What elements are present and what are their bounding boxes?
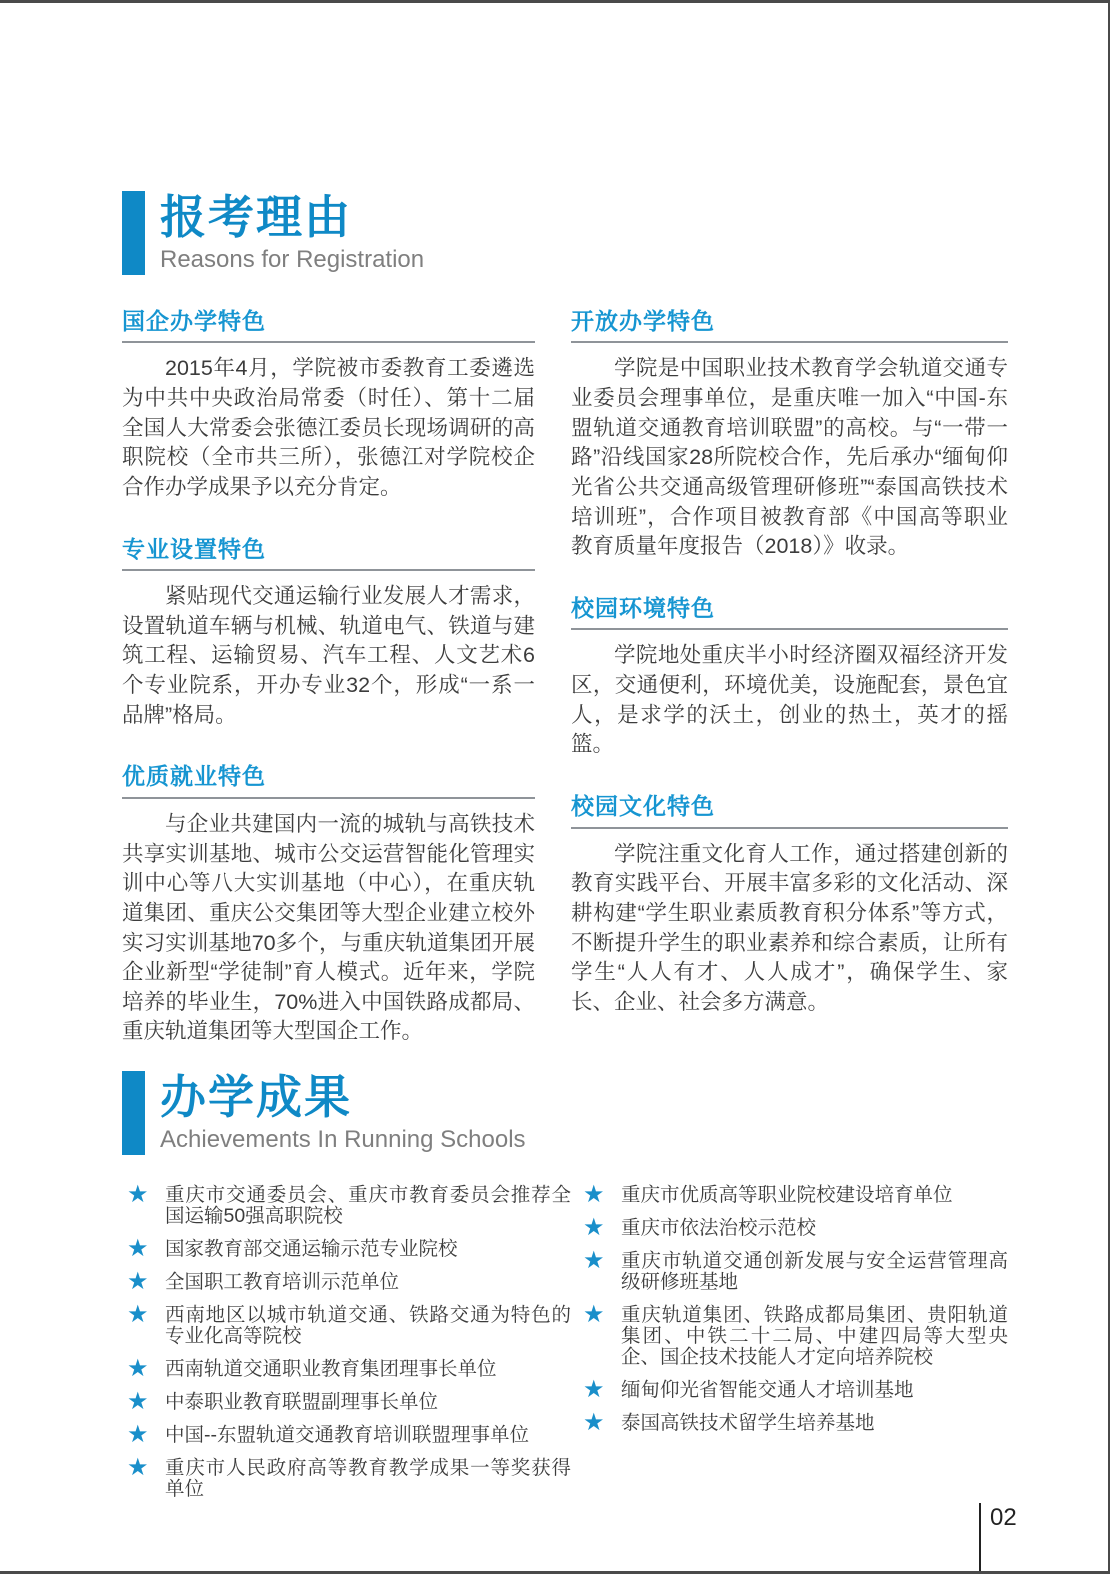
feature-heading: 专业设置特色	[122, 535, 266, 562]
features-column-right	[571, 308, 1008, 1047]
feature-heading: 国企办学特色	[122, 308, 266, 334]
section-title-block-achievements	[122, 1071, 1008, 1155]
star-icon: ★	[583, 1376, 605, 1404]
star-icon: ★	[583, 1409, 605, 1437]
feature-body: 学院是中国职业技术教育学会轨道交通专业委员会理事单位，是重庆唯一加入“中国-东盟轨道交通教育培训联盟”的高校。与“一带一路”沿线国家28所院校合作，先后承办“缅甸仰光省公共交通高级管理研修班”“泰国高铁技术培训班”，合作项目被教育部《中国高等职业教育质量年度报告（2018）》收录。	[571, 356, 1008, 559]
feature-heading: 优质就业特色	[122, 763, 266, 790]
feature-section-majors	[122, 536, 535, 731]
section-title-block-registration	[122, 191, 1008, 275]
feature-section-campus-environment	[571, 595, 1008, 760]
feature-section-state-enterprise	[122, 308, 535, 503]
feature-heading: 校园文化特色	[571, 793, 715, 820]
features-column-left	[122, 308, 535, 1047]
list-item	[127, 1388, 571, 1416]
achievement-text: 重庆市轨道交通创新发展与安全运营管理高级研修班基地	[621, 1250, 1008, 1294]
star-icon: ★	[127, 1454, 149, 1482]
achievement-text: 重庆市依法治校示范校	[621, 1217, 817, 1240]
heading-underline	[571, 628, 1008, 630]
heading-underline	[122, 797, 535, 799]
feature-heading: 校园环境特色	[571, 595, 715, 622]
star-icon: ★	[127, 1421, 149, 1449]
star-icon: ★	[127, 1235, 149, 1263]
feature-section-openness	[571, 308, 1008, 562]
achievement-text: 西南地区以城市轨道交通、铁路交通为特色的专业化高等院校	[165, 1304, 571, 1348]
title-text-group	[160, 191, 424, 274]
list-item	[127, 1301, 571, 1348]
achievement-text: 中泰职业教育联盟副理事长单位	[165, 1391, 439, 1414]
achievement-text: 重庆轨道集团、铁路成都局集团、贵阳轨道集团、中铁二十二局、中建四局等大型央企、国企技术技能人才定向培养院校	[621, 1304, 1008, 1369]
page-content	[0, 191, 1108, 1512]
list-item	[127, 1454, 571, 1501]
achievement-text: 中国--东盟轨道交通教育培训联盟理事单位	[165, 1424, 529, 1447]
list-item	[583, 1214, 1008, 1242]
list-item	[583, 1376, 1008, 1404]
heading-underline	[122, 341, 535, 343]
section-title: 办学成果	[160, 1071, 352, 1124]
title-accent-bar	[122, 191, 145, 275]
heading-underline	[571, 827, 1008, 829]
list-item	[127, 1268, 571, 1296]
section-title: 报考理由	[160, 191, 352, 243]
feature-section-campus-culture	[571, 793, 1008, 1017]
feature-body: 学院注重文化育人工作，通过搭建创新的教育实践平台、开展丰富多彩的文化活动、深耕构建“学生职业素质教育积分体系”等方式，不断提升学生的职业素养和综合素质，让所有学生“人人有才、人人成才”，确保学生、家长、企业、社会多方满意。	[571, 841, 1008, 1014]
achievement-text: 泰国高铁技术留学生培养基地	[621, 1412, 875, 1435]
list-item	[583, 1409, 1008, 1437]
feature-body: 学院地处重庆半小时经济圈双福经济开发区，交通便利，环境优美，设施配套，景色宜人，是求学的沃土，创业的热土，英才的摇篮。	[571, 643, 1008, 757]
star-icon: ★	[583, 1181, 605, 1209]
page-number: 02	[979, 1503, 1017, 1571]
section-subtitle: Reasons for Registration	[160, 246, 425, 274]
feature-body: 与企业共建国内一流的城轨与高铁技术共享实训基地、城市公交运营智能化管理实训中心等八大实训基地（中心），在重庆轨道集团、重庆公交集团等大型企业建立校外实习实训基地70多个，与重庆轨道集团开展企业新型“学徒制”育人模式。近年来，学院培养的毕业生，70%进入中国铁路成都局、重庆轨道集团等大型国企工作。	[122, 811, 535, 1044]
feature-body: 2015年4月，学院被市委教育工委遴选为中共中央政治局常委（时任）、第十二届全国人大常委会张德江委员长现场调研的高职院校（全市共三所），张德江对学院校企合作办学成果予以充分肯定。	[122, 356, 535, 500]
achievements-columns	[122, 1181, 1008, 1512]
star-icon: ★	[127, 1355, 149, 1383]
section-subtitle: Achievements In Running Schools	[160, 1126, 526, 1154]
features-columns	[122, 308, 1008, 1047]
star-icon: ★	[583, 1301, 605, 1329]
star-icon: ★	[583, 1214, 605, 1242]
feature-section-employment	[122, 763, 535, 1047]
star-icon: ★	[583, 1247, 605, 1275]
title-text-group	[160, 1071, 526, 1154]
achievement-text: 西南轨道交通职业教育集团理事长单位	[165, 1358, 497, 1381]
list-item	[127, 1181, 571, 1228]
star-icon: ★	[127, 1301, 149, 1329]
feature-body: 紧贴现代交通运输行业发展人才需求，设置轨道车辆与机械、轨道电气、铁道与建筑工程、运输贸易、汽车工程、人文艺术6个专业院系，开办专业32个，形成“一系一品牌”格局。	[122, 584, 535, 727]
achievement-text: 国家教育部交通运输示范专业院校	[165, 1238, 458, 1261]
title-accent-bar	[122, 1071, 145, 1155]
star-icon: ★	[127, 1268, 149, 1296]
achievements-column-left	[127, 1181, 571, 1512]
achievement-text: 重庆市交通委员会、重庆市教育委员会推荐全国运输50强高职院校	[165, 1184, 571, 1228]
list-item	[583, 1247, 1008, 1294]
list-item	[583, 1181, 1008, 1209]
heading-underline	[571, 341, 1008, 343]
achievements-column-right	[583, 1181, 1008, 1512]
list-item	[583, 1301, 1008, 1369]
star-icon: ★	[127, 1181, 149, 1209]
heading-underline	[122, 569, 535, 571]
feature-heading: 开放办学特色	[571, 308, 715, 334]
achievement-text: 重庆市优质高等职业院校建设培育单位	[621, 1184, 953, 1207]
star-icon: ★	[127, 1388, 149, 1416]
list-item	[127, 1235, 571, 1263]
achievement-text: 重庆市人民政府高等教育教学成果一等奖获得单位	[165, 1457, 571, 1501]
list-item	[127, 1355, 571, 1383]
achievement-text: 全国职工教育培训示范单位	[165, 1271, 400, 1294]
achievement-text: 缅甸仰光省智能交通人才培训基地	[621, 1379, 914, 1402]
list-item	[127, 1421, 571, 1449]
